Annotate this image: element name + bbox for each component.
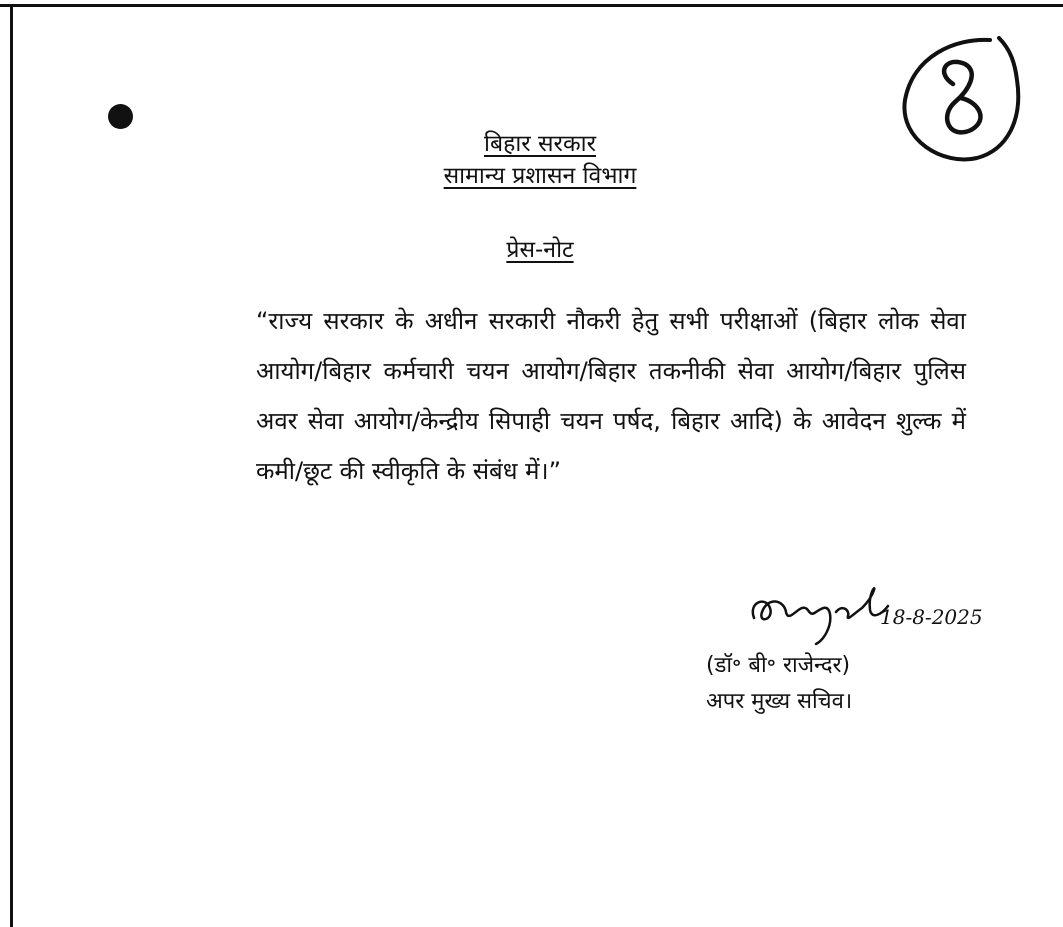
signatory-name: (डॉ॰ बी॰ राजेन्दर) [706,653,851,678]
handwritten-date: 18-8-2025 [880,605,983,629]
handwritten-page-number-stamp [895,28,1030,173]
document-title: प्रेस-नोट [506,237,574,263]
letterhead [330,128,750,192]
signatory-block [706,648,966,720]
page-stamp-number: 8 [895,28,896,29]
government-name: बिहार सरकार [484,131,596,157]
press-note-body: “राज्य सरकार के अधीन सरकारी नौकरी हेतु सभी परीक्षाओं (बिहार लोक सेवा आयोग/बिहार कर्मचारी चयन आयोग/बिहार तकनीकी सेवा आयोग/बिहार पुलिस अवर सेवा आयोग/केन्द्रीय सिपाही चयन पर्षद, बिहार आदि) के आवेदन शुल्क में कमी/छूट की स्वीकृति के संबंध में।” [256,307,966,485]
top-border-line [0,4,1063,7]
signatory-designation: अपर मुख्य सचिव। [706,689,853,714]
handwritten-signature [732,582,992,654]
department-name: सामान्य प्रशासन विभाग [443,163,637,189]
left-border-line [10,7,13,927]
punch-hole-mark [108,104,133,129]
